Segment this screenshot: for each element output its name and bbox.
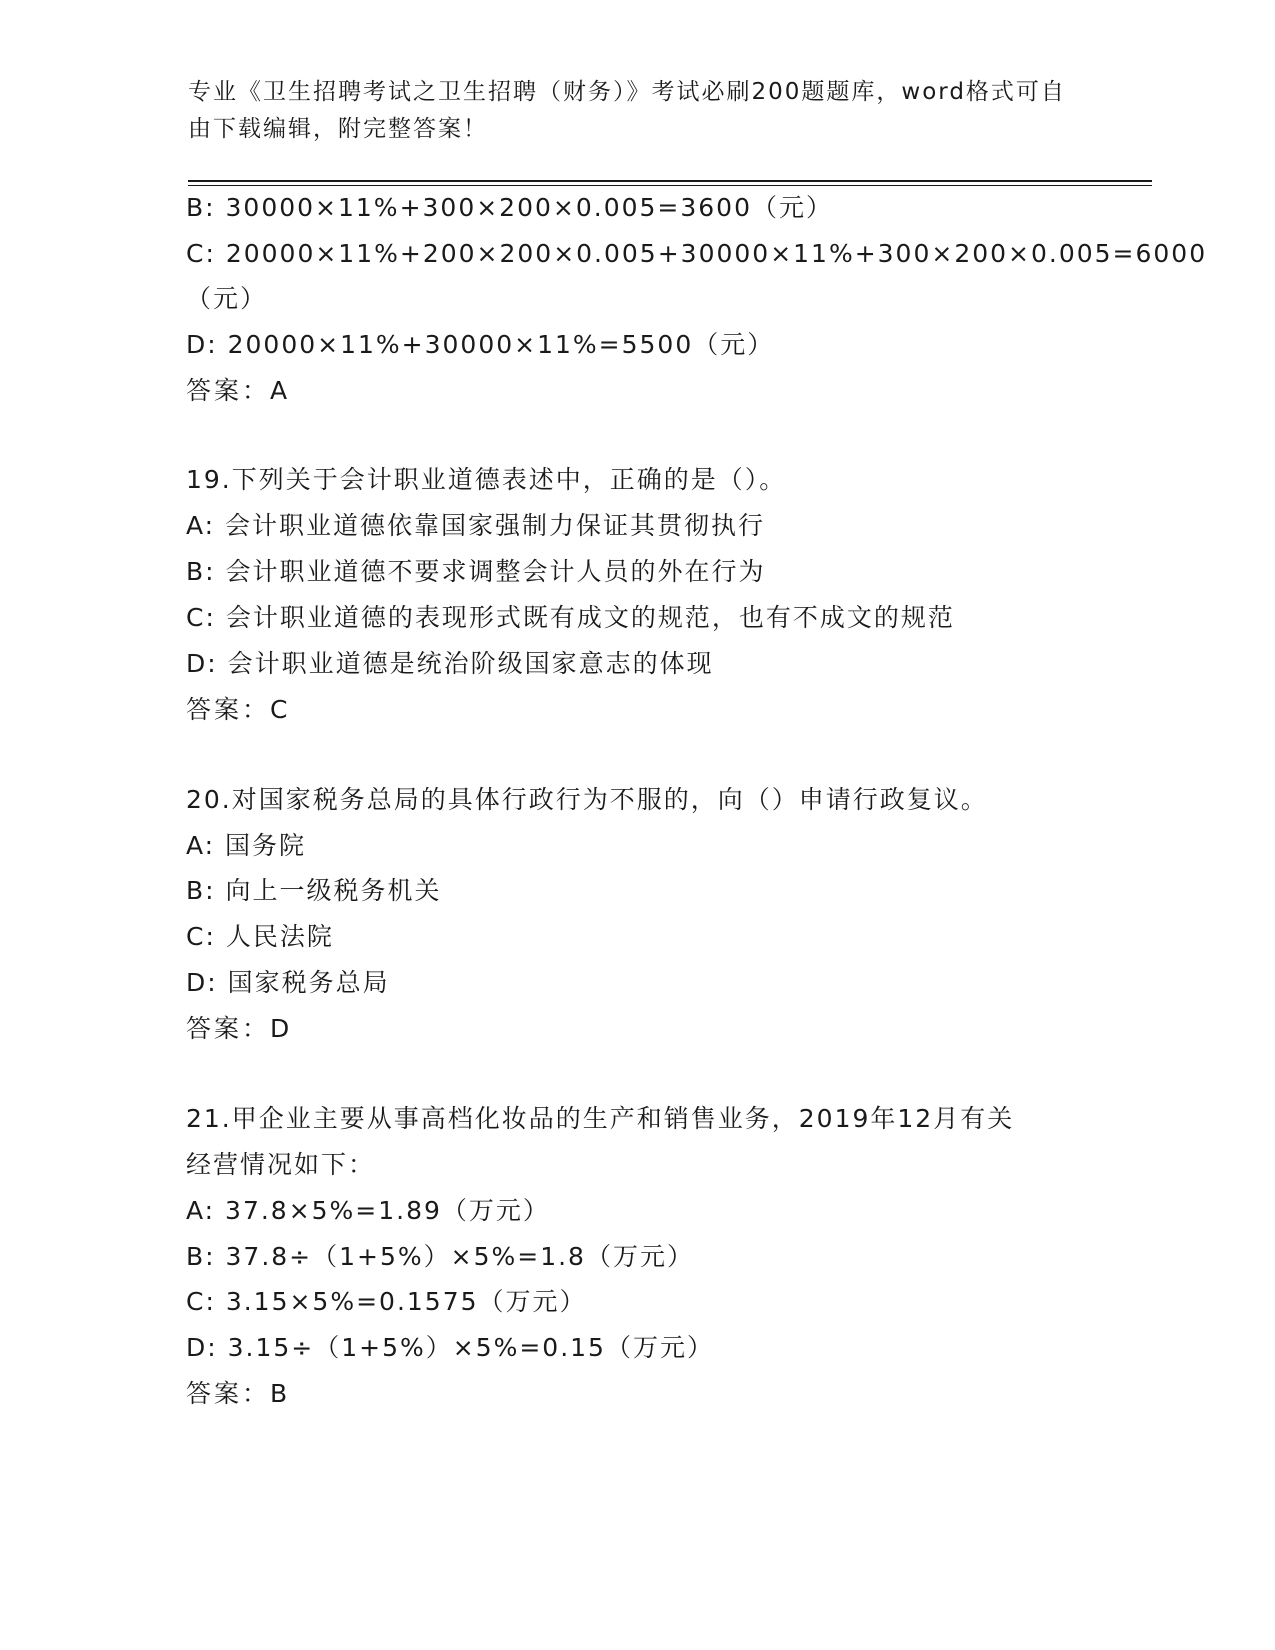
q20-option-a: A: 国务院 xyxy=(186,831,307,860)
q21-option-c: C: 3.15×5%=0.1575（万元） xyxy=(186,1287,587,1316)
q21-option-a: A: 37.8×5%=1.89（万元） xyxy=(186,1196,550,1225)
header-line-2: 由下载编辑，附完整答案！ xyxy=(188,116,488,142)
q19-option-b: B: 会计职业道德不要求调整会计人员的外在行为 xyxy=(186,557,766,586)
q20-option-c: C: 人民法院 xyxy=(186,922,334,951)
q20-option-b: B: 向上一级税务机关 xyxy=(186,876,442,905)
q21-answer: 答案：B xyxy=(186,1379,291,1408)
q20-answer: 答案：D xyxy=(186,1014,293,1043)
header-divider-thick xyxy=(188,180,1152,182)
q21-option-b: B: 37.8÷（1+5%）×5%=1.8（万元） xyxy=(186,1242,694,1271)
q20-question: 20.对国家税务总局的具体行政行为不服的，向（）申请行政复议。 xyxy=(186,785,988,814)
q19-answer: 答案：C xyxy=(186,695,291,724)
header-divider-thin xyxy=(188,185,1152,186)
q21-question: 21.甲企业主要从事高档化妆品的生产和销售业务，2019年12月有关 xyxy=(186,1104,1015,1133)
q19-option-c: C: 会计职业道德的表现形式既有成文的规范，也有不成文的规范 xyxy=(186,603,955,632)
q18-option-c: C: 20000×11%+200×200×0.005+30000×11%+300×200×0.005=6000 xyxy=(186,239,1208,268)
q18-answer: 答案：A xyxy=(186,376,291,405)
q21-question-cont: 经营情况如下： xyxy=(186,1150,376,1179)
document-header xyxy=(188,74,1068,148)
q20-option-d: D: 国家税务总局 xyxy=(186,968,390,997)
q18-option-d: D: 20000×11%+30000×11%=5500（元） xyxy=(186,330,775,359)
q18-option-c-cont: （元） xyxy=(186,284,268,313)
q21-option-d: D: 3.15÷（1+5%）×5%=0.15（万元） xyxy=(186,1333,714,1362)
q19-option-d: D: 会计职业道德是统治阶级国家意志的体现 xyxy=(186,649,714,678)
q19-option-a: A: 会计职业道德依靠国家强制力保证其贯彻执行 xyxy=(186,511,766,540)
q18-option-b: B: 30000×11%+300×200×0.005=3600（元） xyxy=(186,193,833,222)
q19-question: 19.下列关于会计职业道德表述中，正确的是（）。 xyxy=(186,465,787,494)
header-line-1: 专业《卫生招聘考试之卫生招聘（财务）》考试必刷200题题库，word格式可自 xyxy=(188,79,1066,105)
